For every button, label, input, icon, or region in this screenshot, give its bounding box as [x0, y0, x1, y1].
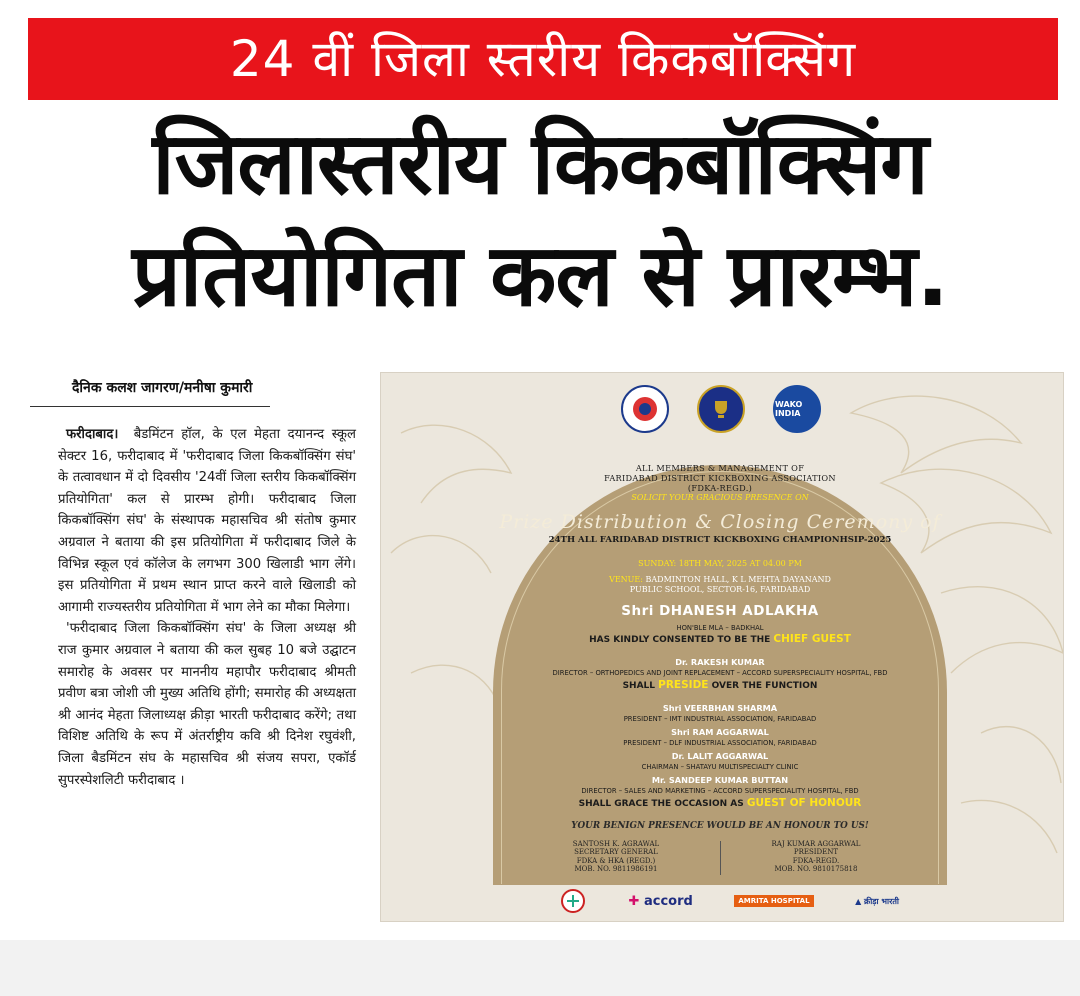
honour-line [493, 797, 947, 809]
sponsor-krida-text: क्रीड़ा भारती [864, 896, 899, 906]
chief-guest-role: CHIEF GUEST [773, 633, 851, 645]
venue [493, 575, 947, 595]
members-heading [493, 463, 947, 493]
members-line: ALL MEMBERS & MANAGEMENT OF [635, 463, 805, 473]
article-text-1: बैडमिंटन हॉल, के एल मेहता दयानन्द स्कूल सेक्टर 16, फरीदाबाद में 'फरीदाबाद जिला किकबॉक्सिंग संघ' के तत्वावधान में दो दिवसीय '24वीं जिला स्तरीय किकबॉक्सिंग प्रतियोगिता' कल से प्रारम्भ होगी। फरीदाबाद जिला किकबॉक्सिंग संघ' के संस्थापक महासचिव श्री संतोष कुमार अग्रवाल ने बताया की इस प्रतियोगिता में फरीदाबाद जिले के विभिन्न स्कूल एवं कॉलेज के लगभग 300 खिलाडी भाग लेंगे। इस प्रतियोगिता में प्रथम स्थान प्राप्त करने वाले खिलाडी को आगामी राज्यस्तरीय प्रतियोगिता में भाग लेने का मौका मिलेगा। [58, 427, 356, 615]
preside-post: OVER THE FUNCTION [711, 681, 818, 691]
headline-line-1: जिलास्तरीय किकबॉक्सिंग [152, 114, 928, 214]
sig-right-name: RAJ KUMAR AGGARWAL [771, 840, 861, 848]
sponsor-amrita: AMRITA HOSPITAL [734, 895, 813, 907]
association-logos [621, 385, 821, 433]
headline-line-2: प्रतियोगिता कल से प्रारम्भ. [132, 226, 948, 326]
association-regd: (FDKA-REGD.) [687, 483, 753, 493]
venue-line-2: PUBLIC SCHOOL, SECTOR-16, FARIDABAD [629, 585, 811, 594]
preside-pre: SHALL [622, 681, 656, 691]
venue-line-1 [493, 575, 947, 585]
honour-role: GUEST OF HONOUR [746, 797, 862, 809]
preside-name: Dr. RAKESH KUMAR [675, 657, 765, 667]
article-paragraph-2: 'फरीदाबाद जिला किकबॉक्सिंग संघ' के जिला अध्यक्ष श्री राज कुमार अग्रवाल ने बताया की कल सुबह 10 बजे उद्घाटन समारोह के अवसर पर माननीय महापौर फरीदाबाद श्रीमती प्रवीण बत्रा जोशी जी मुख्य अतिथि होंगी; समारोह की अध्यक्षता श्री आनंद मेहता जिलाध्यक्ष क्रीड़ा भारती फरीदाबाद करेंगे; तथा विशिष्ट अतिथि के रूप में अंतर्राष्ट्रीय कवि श्री दिनेश रघुवंशी, जिला बैडमिंटन संघ के महासचिव श्री संजय सपरा, एकॉर्ड सुपरस्पेशलिटी फरीदाबाद । [58, 621, 356, 788]
wako-logo-text: WAKO INDIA [775, 400, 803, 418]
sig-right-role: PRESIDENT [793, 848, 839, 857]
association-name: FARIDABAD DISTRICT KICKBOXING ASSOCIATION [604, 473, 836, 483]
invitation-card [380, 372, 1064, 922]
fdka-logo [621, 385, 669, 433]
signature-left [541, 840, 691, 874]
sponsor-clinic-logo-icon [559, 888, 587, 914]
guest-3-title: CHAIRMAN – SHATAYU MULTISPECIALTY CLINIC [641, 763, 799, 771]
article-paragraph-1 [58, 424, 356, 618]
preside-line [493, 679, 947, 691]
guest-1-title: PRESIDENT – IMT INDUSTRIAL ASSOCIATION, FARIDABAD [623, 715, 817, 723]
guest-4-title: DIRECTOR – SALES AND MARKETING – ACCORD SUPERSPECIALITY HOSPITAL, FBD [581, 787, 859, 795]
sponsor-accord [629, 894, 693, 909]
venue-label: VENUE: [609, 575, 643, 584]
sig-left-role: SECRETARY GENERAL [574, 848, 658, 857]
preside-title: DIRECTOR – ORTHOPEDICS AND JOINT REPLACEMENT – ACCORD SUPERSPECIALITY HOSPITAL, FBD [552, 669, 888, 677]
benign-line: YOUR BENIGN PRESENCE WOULD BE AN HONOUR TO US! [571, 821, 869, 831]
article-body [58, 424, 356, 791]
preside-role: PRESIDE [658, 679, 709, 691]
sig-left-name: SANTOSH K. AGRAWAL [572, 840, 660, 848]
guest-2-title: PRESIDENT – DLF INDUSTRIAL ASSOCIATION, FARIDABAD [623, 739, 817, 747]
event-date: SUNDAY: 18TH MAY, 2025 AT 04.00 PM [638, 559, 802, 568]
sig-right-mob: MOB. NO. 9810175818 [774, 865, 858, 874]
page-footer-bar [0, 940, 1080, 996]
accord-mark-icon: ✚ [628, 893, 640, 909]
top-banner: 24 वीं जिला स्तरीय किकबॉक्सिंग [28, 18, 1058, 100]
byline-divider [30, 406, 270, 407]
trophy-icon [706, 394, 736, 424]
championship-title: 24TH ALL FARIDABAD DISTRICT KICKBOXING CHAMPIONHSIP-2025 [548, 535, 892, 545]
krida-mark-icon: ▲ [855, 896, 862, 906]
chief-guest-title: HON'BLE MLA – BADKHAL [676, 624, 764, 632]
sponsor-krida-bharti [855, 896, 899, 907]
wako-india-logo [773, 385, 821, 433]
guest-1-name: Shri VEERBHAN SHARMA [662, 703, 778, 713]
sig-left-mob: MOB. NO. 9811986191 [574, 865, 658, 874]
byline: दैनिक कलश जागरण/मनीषा कुमारी [72, 380, 253, 396]
signature-divider [720, 841, 721, 875]
ceremony-title: Prize Distribution & Closing Ceremony of [499, 511, 941, 533]
sig-right-org: FDKA-REGD. [792, 856, 840, 865]
kickboxing-federation-logo [697, 385, 745, 433]
chief-guest-name: Shri DHANESH ADLAKHA [621, 603, 819, 619]
guest-3-name: Dr. LALIT AGGARWAL [671, 751, 769, 761]
chief-consent-text: HAS KINDLY CONSENTED TO BE THE [589, 635, 771, 645]
venue-text-1: BADMINTON HALL, K L MEHTA DAYANAND [645, 575, 831, 584]
sponsor-strip [559, 887, 899, 915]
kickboxer-icon [630, 394, 660, 424]
solicit-line: SOLICIT YOUR GRACIOUS PRESENCE ON [631, 493, 809, 502]
signature-right [741, 840, 891, 874]
headline [20, 108, 1060, 332]
sponsor-accord-text: accord [643, 893, 693, 909]
guest-2-name: Shri RAM AGGARWAL [671, 727, 769, 737]
honour-pre: SHALL GRACE THE OCCASION AS [578, 799, 744, 809]
sig-left-org: FDKA & HKA (REGD.) [576, 856, 656, 865]
guest-4-name: Mr. SANDEEP KUMAR BUTTAN [651, 775, 789, 785]
chief-guest-consent [493, 633, 947, 645]
dateline-place: फरीदाबाद। [66, 427, 119, 442]
